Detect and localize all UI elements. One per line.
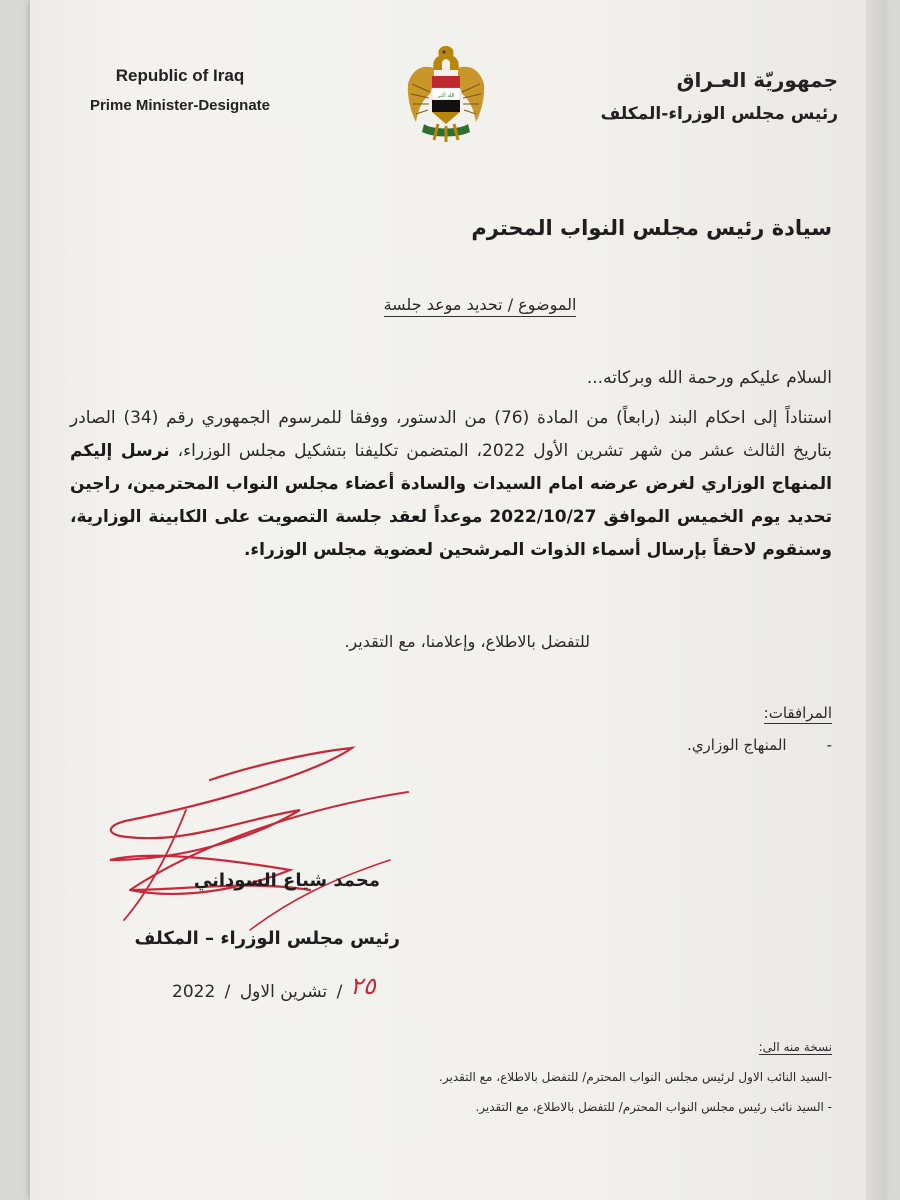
letterhead-arabic-title: جمهوريّة العـراق <box>676 68 838 92</box>
date-year: 2022 <box>172 982 216 1002</box>
emblem-inscription: الله أكبر <box>437 93 455 99</box>
handwritten-signature <box>90 740 420 940</box>
greeting: السلام عليكم ورحمة الله وبركاته... <box>586 368 832 388</box>
body-text-regular: استناداً إلى احكام البند (رابعاً) من المادة (76) من الدستور، ووفقا للمرسوم الجمهوري رقم (34) الصادر بتاريخ الثالث عشر من شهر تشرين الأول 2022، المتضمن تكليفنا بتشكيل مجلس الوزراء، <box>70 408 833 461</box>
signatory-name: محمد شياع السوداني <box>193 870 380 891</box>
letter-paper <box>30 0 886 1200</box>
attachment-item <box>687 736 832 754</box>
cc-item: -السيد النائب الاول لرئيس مجلس النواب المحترم/ للتفضل بالاطلاع، مع التقدير. <box>439 1070 832 1084</box>
attachment-item-text: المنهاج الوزاري. <box>687 736 787 754</box>
addressee: سيادة رئيس مجلس النواب المحترم <box>471 216 832 240</box>
iraq-eagle-emblem-icon <box>404 40 488 150</box>
cc-item: - السيد نائب رئيس مجلس النواب المحترم/ للتفضل بالاطلاع، مع التقدير. <box>475 1100 832 1114</box>
letterhead-english-title: Republic of Iraq <box>115 66 245 85</box>
letterhead-english-subtitle: Prime Minister-Designate <box>89 97 271 114</box>
date-day-handwritten: ٢٥ <box>350 972 376 1000</box>
subject-text: الموضوع / تحديد موعد جلسة <box>384 295 577 317</box>
date-month: تشرين الاول <box>239 982 328 1002</box>
signatory-title: رئيس مجلس الوزراء – المكلف <box>134 928 400 949</box>
subject-line <box>0 295 900 317</box>
date-line <box>172 982 346 1002</box>
attachment-dash: - <box>826 736 832 754</box>
date-separator: / <box>336 982 343 1002</box>
attachments-label: المرافقات: <box>763 704 832 722</box>
letterhead-arabic-subtitle: رئيس مجلس الوزراء-المكلف <box>600 104 838 124</box>
body-text-bold: نرسل إليكم المنهاج الوزاري لغرض عرضه امام السيدات والسادة أعضاء مجلس النواب المحترمين، راجين تحديد يوم الخميس الموافق 2022/10/27 موعداً لعقد جلسة التصويت على الكابينة الوزارية، وسنقوم لاحقاً بإرسال أسماء الذوات المرشحين لعضوية مجلس الوزراء. <box>70 441 832 560</box>
letter-body <box>70 402 832 567</box>
closing-line: للتفضل بالاطلاع، وإعلامنا، مع التقدير. <box>344 632 590 651</box>
paper-edge <box>866 0 886 1200</box>
cc-label: نسخة منه الى: <box>758 1040 832 1054</box>
date-separator: / <box>224 982 231 1002</box>
